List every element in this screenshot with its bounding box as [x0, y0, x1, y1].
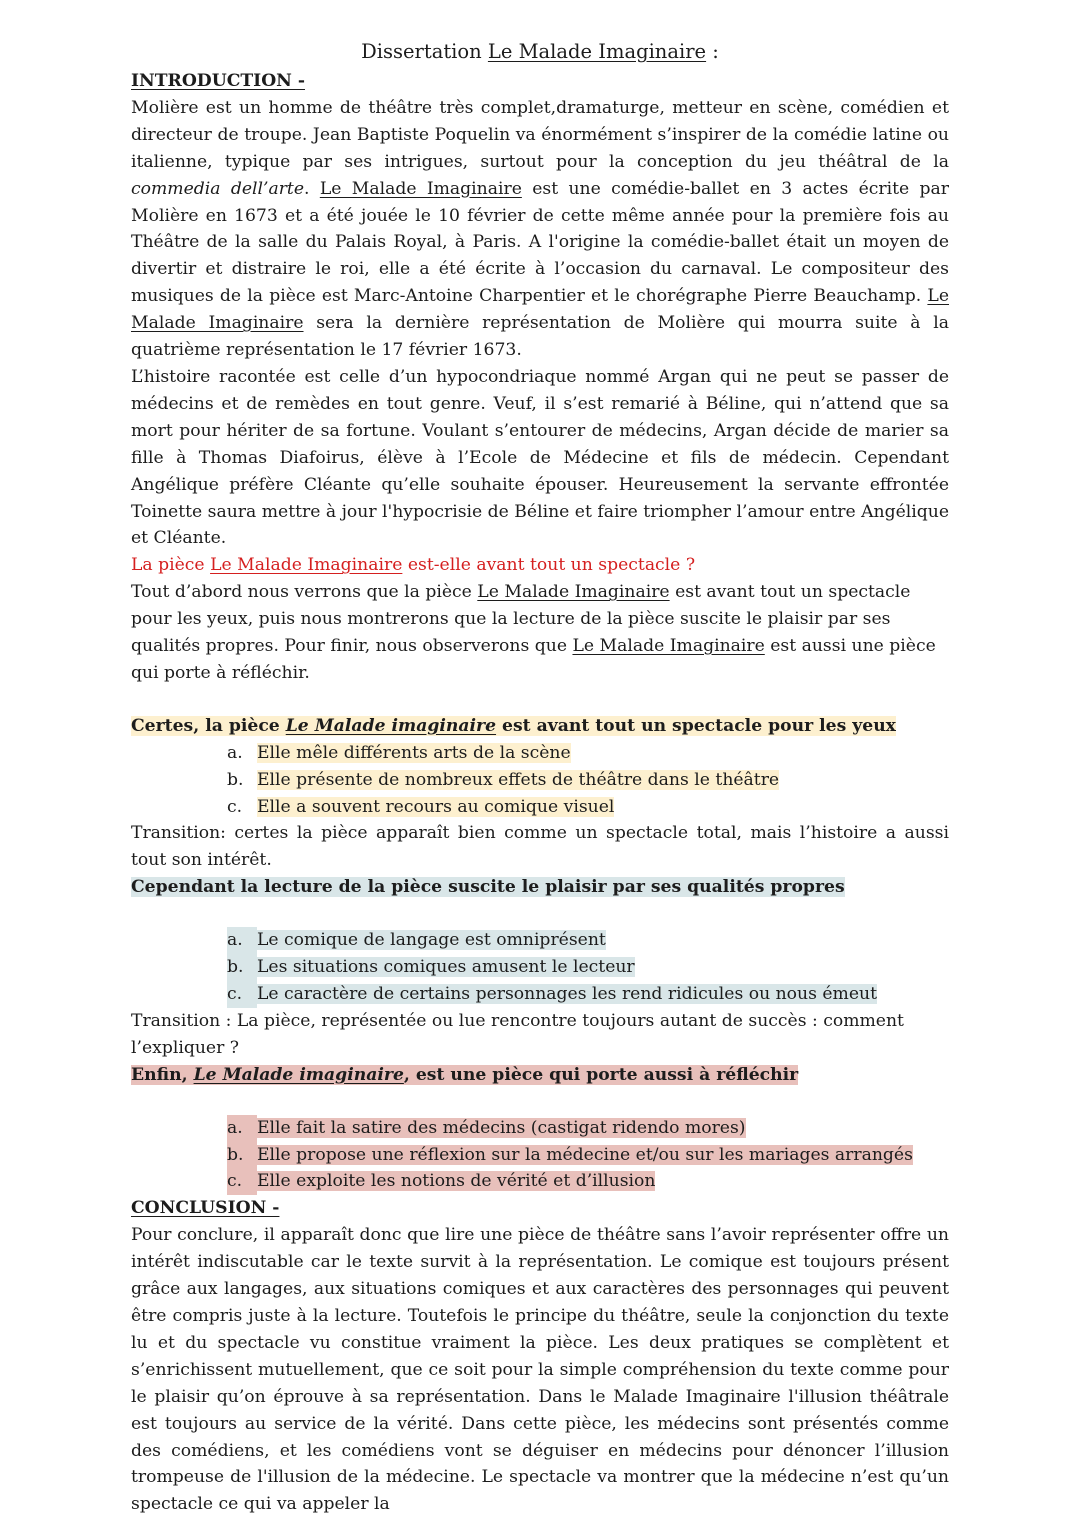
part3-heading: Enfin, Le Malade imaginaire, est une pièce qui porte aussi à réfléchir — [131, 1064, 799, 1085]
work-title-ref: Le Malade Imaginaire — [477, 582, 670, 603]
list-item: a. Elle fait la satire des médecins (castigat ridendo mores) — [227, 1115, 949, 1142]
problematic: La pièce Le Malade Imaginaire est-elle avant tout un spectacle ? — [131, 555, 696, 576]
document-title — [131, 38, 949, 66]
work-title-ref: Le Malade Imaginaire — [572, 636, 765, 657]
title-suffix: : — [706, 40, 719, 63]
title-prefix: Dissertation — [361, 40, 488, 63]
spacer — [131, 1089, 949, 1115]
list-item: b. Les situations comiques amusent le lecteur — [227, 954, 949, 981]
list-item: a. Le comique de langage est omniprésent — [227, 927, 949, 954]
list-item: b. Elle présente de nombreux effets de théâtre dans le théâtre — [227, 769, 780, 790]
list-item: c. Le caractère de certains personnages les rend ridicules ou nous émeut — [227, 981, 949, 1008]
list-item: c. Elle a souvent recours au comique visuel — [227, 796, 615, 817]
part2-subparts — [131, 927, 949, 1008]
conclusion-paragraph: Pour conclure, il apparaît donc que lire une pièce de théâtre sans l’avoir représenter offre un intérêt indiscutable car le texte survit à la représentation. Le comique est toujours présent grâce aux langages, aux situations comiques et aux caractères des personnages qui peuvent être compris juste à la lecture. Toutefois le principe du théâtre, seule la conjonction du texte lu et du spectacle vu constitue vraiment la pièce. Les deux pratiques se complètent et s’enrichissent mutuellement, que ce soit pour la simple compréhension du texte comme pour le plaisir qu’on éprouve à sa représentation. Dans le Malade Imaginaire l'illusion théâtrale est toujours au service de la vérité. Dans cette pièce, les médecins sont présentés comme des comédiens, et les comédiens vont se déguiser en médecins pour dénoncer l’illusion trompeuse de l'illusion de la médecine. Le spectacle va montrer que la médecine n’est qu’un spectacle ce qui va appeler la — [131, 1225, 949, 1515]
intro-heading: INTRODUCTION - — [131, 71, 305, 91]
commedia-term: commedia dell’arte — [131, 178, 304, 199]
spacer — [131, 901, 949, 927]
spacer — [131, 687, 949, 713]
part1-heading: Certes, la pièce Le Malade imaginaire est avant tout un spectacle pour les yeux — [131, 715, 896, 736]
intro-paragraph-1: Molière est un homme de théâtre très complet,dramaturge, metteur en scène, comédien et directeur de troupe. Jean Baptiste Poquelin va énormément s’inspirer de la comédie latine ou italienne, typique par ses intrigues, surtout pour la conception du jeu théâtral de la commedia dell’arte. Le Malade Imaginaire est une comédie-ballet en 3 actes écrite par Molière en 1673 et a été jouée le 10 février de cette même année pour la première fois au Théâtre de la salle du Palais Royal, à Paris. A l'origine la comédie-ballet était un moyen de divertir et distraire le roi, elle a été écrite à l’occasion du carnaval. Le compositeur des musiques de la pièce est Marc-Antoine Charpentier et le chorégraphe Pierre Beauchamp. Le Malade Imaginaire sera la dernière représentation de Molière qui mourra suite à la quatrième représentation le 17 février 1673. — [131, 97, 950, 361]
conclusion-heading: CONCLUSION - — [131, 1198, 280, 1219]
part1-transition: Transition: certes la pièce apparaît bien comme un spectacle total, mais l’histoire a aussi tout son intérêt. — [131, 823, 949, 871]
work-title-ref: Le Malade imaginaire — [193, 1064, 404, 1085]
work-title-ref: Le Malade Imaginaire — [210, 555, 403, 576]
list-item: c. Elle exploite les notions de vérité et d’illusion — [227, 1168, 949, 1195]
part2-heading: Cependant la lecture de la pièce suscite le plaisir par ses qualités propres — [131, 877, 845, 898]
document-page — [131, 38, 949, 1518]
intro-paragraph-2: L’histoire racontée est celle d’un hypocondriaque nommé Argan qui ne peut se passer de médecins et de remèdes en tout genre. Veuf, il s’est remarié à Béline, qui n’attend que sa mort pour hériter de sa fortune. Voulant s’entourer de médecins, Argan décide de marier sa fille à Thomas Diafoirus, élève à l’Ecole de Médecine et fils de médecin. Cependant Angélique préfère Cléante qu’elle souhaite épouser. Heureusement la servante effrontée Toinette saura mettre à jour l'hypocrisie de Béline et faire triompher l’amour entre Angélique et Cléante. — [131, 366, 949, 549]
work-title-ref: Le Malade Imaginaire — [131, 286, 949, 334]
list-item: a. Elle mêle différents arts de la scène — [227, 742, 571, 763]
part3-subparts — [131, 1115, 949, 1196]
work-title-ref: Le Malade imaginaire — [285, 715, 497, 736]
part2-transition: Transition : La pièce, représentée ou lue rencontre toujours autant de succès : comment l’expliquer ? — [131, 1010, 904, 1058]
part1-subparts — [131, 740, 949, 821]
title-work: Le Malade Imaginaire — [487, 40, 707, 63]
plan-announcement: Tout d’abord nous verrons que la pièce Le Malade Imaginaire est avant tout un spectacle pour les yeux, puis nous montrerons que la lecture de la pièce suscite le plaisir par ses qualités propres. Pour finir, nous observerons que Le Malade Imaginaire est aussi une pièce qui porte à réfléchir. — [131, 582, 936, 683]
list-item: b. Elle propose une réflexion sur la médecine et/ou sur les mariages arrangés — [227, 1142, 949, 1169]
work-title-ref: Le Malade Imaginaire — [319, 178, 522, 199]
